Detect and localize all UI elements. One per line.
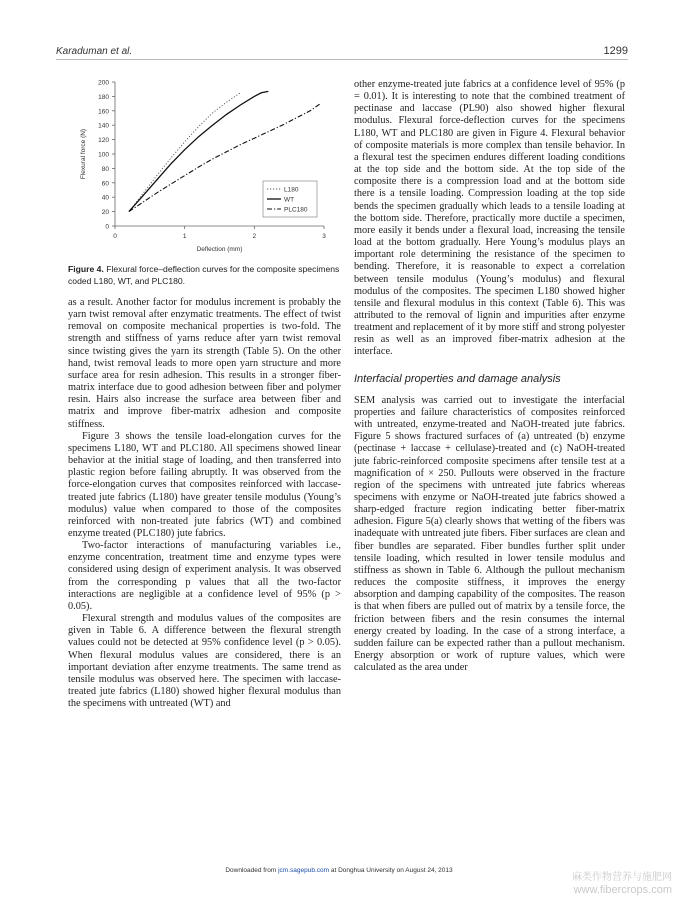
section-heading: Interfacial properties and damage analysis: [354, 372, 561, 385]
y-axis-label: Flexural force (N): [80, 128, 87, 180]
y-tick-label: 100: [98, 151, 109, 159]
paragraph: SEM analysis was carried out to investigate the interfacial properties and failure characteristics of composites reinforced with untreated, enzyme-treated and NaOH-treated jute fabrics. Figure 5 shows fractured surfaces of (a) untreated (b) enzyme (pectinase + laccase + cellulase)-treated and (c) NaOH-treated jute fabric-reinforced composite specimens after tensile test at a magnification of × 250. Pullouts were observed in the fracture region of the specimens with untreated jute fabrics whereas specimens with enzyme or NaOH-treated jute fabrics showed a sharp-edged fracture region indicating better fiber-matrix adhesion. Figure 5(a) clearly shows that wetting of the fibers was inadequate with untreated jute fibers. Fiber surfaces are clean and fiber bundles are separated. Fiber bundles further split under tensile loading, which resulted in lower tensile modulus and stiffness as shown in Table 6. Although the pullout mechanism reduces the composite stiffness, it improves the energy absorption and damping capability of the composites. The reason is that when fibers are pulled out of matrix by a tensile force, the friction between fibers and the resin consumes the internal energy created by loading. In the case of a strong interface, a sudden failure can be expected rather than a pullout mechanism. Energy absorption or work of rupture values, which were calculated as the area under: [354, 394, 625, 674]
watermark-line2: www.fibercrops.com: [573, 884, 672, 896]
paragraph: Flexural strength and modulus values of the composites are given in Table 6. A difference between the flexural strength values could not be detected at 95% confidence level (p > 0.05). When flexural modulus values are considered, there is an important deviation after enzyme treatments. The same trend as tensile modulus was observed here. The specimen with laccase-treated jute fabrics (L180) showed higher flexural modulus than the specimens with untreated (WT) and: [68, 613, 341, 710]
y-tick-label: 0: [105, 223, 109, 231]
y-tick-label: 60: [101, 180, 109, 188]
legend-label-plc180: PLC180: [284, 206, 308, 214]
paragraph: Two-factor interactions of manufacturing variables i.e., enzyme concentration, treatment time and enzyme types were considered using design of experiment analysis. It was observed from the corresponding p values that all the two-factor interactions are negligible at a confidence level of 95% (p > 0.05).: [68, 540, 341, 612]
paragraph: Figure 3 shows the tensile load-elongation curves for the specimens L180, WT and PLC180. All specimens showed linear behavior at the initial stage of loading, and then transferred into plastic region before failing abruptly. It was observed from the force-elongation curves that composites reinforced with laccase-treated jute fabrics (L180) have greater tensile modulus (Young’s modulus) value when compared to those of the composites reinforced with non-treated jute fabrics (WT) and combined enzyme treated (PLC180) jute fabrics.: [68, 430, 341, 539]
legend-label-wt: WT: [284, 196, 295, 204]
header-rule: [56, 59, 628, 60]
x-tick-label: 3: [322, 233, 326, 240]
y-tick-label: 160: [98, 108, 109, 116]
right-column: [354, 79, 625, 674]
y-tick-label: 80: [101, 165, 109, 173]
x-tick-label: 0: [113, 233, 117, 240]
x-axis-label: Deflection (mm): [196, 246, 243, 253]
y-tick-label: 40: [101, 194, 109, 202]
y-tick-label: 180: [98, 93, 109, 101]
page-number: 1299: [603, 45, 628, 57]
running-head-authors: Karaduman et al.: [56, 46, 133, 57]
figure-caption-text: Flexural force–deflection curves for the composite specimens coded L180, WT, and PLC180.: [68, 264, 340, 286]
y-tick-label: 200: [98, 79, 109, 87]
legend-label-l180: L180: [284, 186, 299, 194]
y-tick-label: 140: [98, 122, 109, 130]
series-line-wt: [129, 91, 268, 211]
flexural-force-deflection-chart: [68, 74, 341, 253]
footer-link[interactable]: jcm.sagepub.com: [278, 867, 330, 874]
paragraph: other enzyme-treated jute fabrics at a confidence level of 95% (p = 0.01). It is interesting to note that the combined treatment of pectinase and laccase (PL90) also showed higher flexural modulus. Flexural force-deflection curves for the specimens L180, WT and PLC180 are given in Figure 4. Flexural behavior of composite materials is more complex than tensile behavior. In a flexural test the specimen endures different loading conditions at the top side and the bottom side. At the top side of the composite there is a compression load and at the bottom side there is a tensile loading. Compression loading at the top side bends the specimen gradually which leads to a tensile loading at the bottom side. Therefore, practically more ductile a specimen, more easily it bends under a flexural load, increasing the tensile load at the bottom gradually. Here Young’s modulus plays an important role determining the resistance of the specimen to bending. Therefore, it is reasonable to expect a correlation between tensile modulus (Young’s modulus) and flexural modulus of the composites. The specimen L180 showed higher tensile and flexural modulus in this context (Table 6). This was attributed to the removal of lignin and impurities after enzyme treatment and replacement of it by more stiff and strong polyester resin as well as an improved fiber-matrix adhesion at the interface.: [354, 79, 625, 358]
x-tick-label: 1: [182, 233, 187, 240]
y-tick-label: 120: [98, 137, 109, 145]
figure-4-chart: [68, 74, 341, 253]
footer-prefix: Downloaded from: [225, 867, 279, 874]
series-line-l180: [129, 93, 241, 212]
watermark-line1: 麻类作物营养与施肥网: [572, 872, 672, 883]
watermark: [572, 872, 672, 896]
figure-caption: [68, 263, 341, 287]
y-tick-label: 20: [101, 209, 109, 217]
figure-caption-label: Figure 4.: [68, 264, 104, 274]
x-tick-label: 2: [252, 233, 257, 240]
footer-suffix: at Donghua University on August 24, 2013: [329, 867, 453, 874]
left-column: [68, 297, 341, 710]
paragraph: as a result. Another factor for modulus increment is probably the yarn twist removal after enzymatic treatments. The effect of twist removal on composite mechanical properties is two-fold. The strength and stiffness of yarns reduce after yarn twist removal since twisting gives the yarn its strength (Table 5). On the other hand, twist removal leads to more open yarn structure and more surface area for resin adhesion. This results in a stronger fiber-matrix interface due to good adhesion between fiber and polymer resin. Hairs also increase the surface area between fiber and matrix and improve fiber-matrix adhesion and composite stiffness.: [68, 297, 341, 430]
